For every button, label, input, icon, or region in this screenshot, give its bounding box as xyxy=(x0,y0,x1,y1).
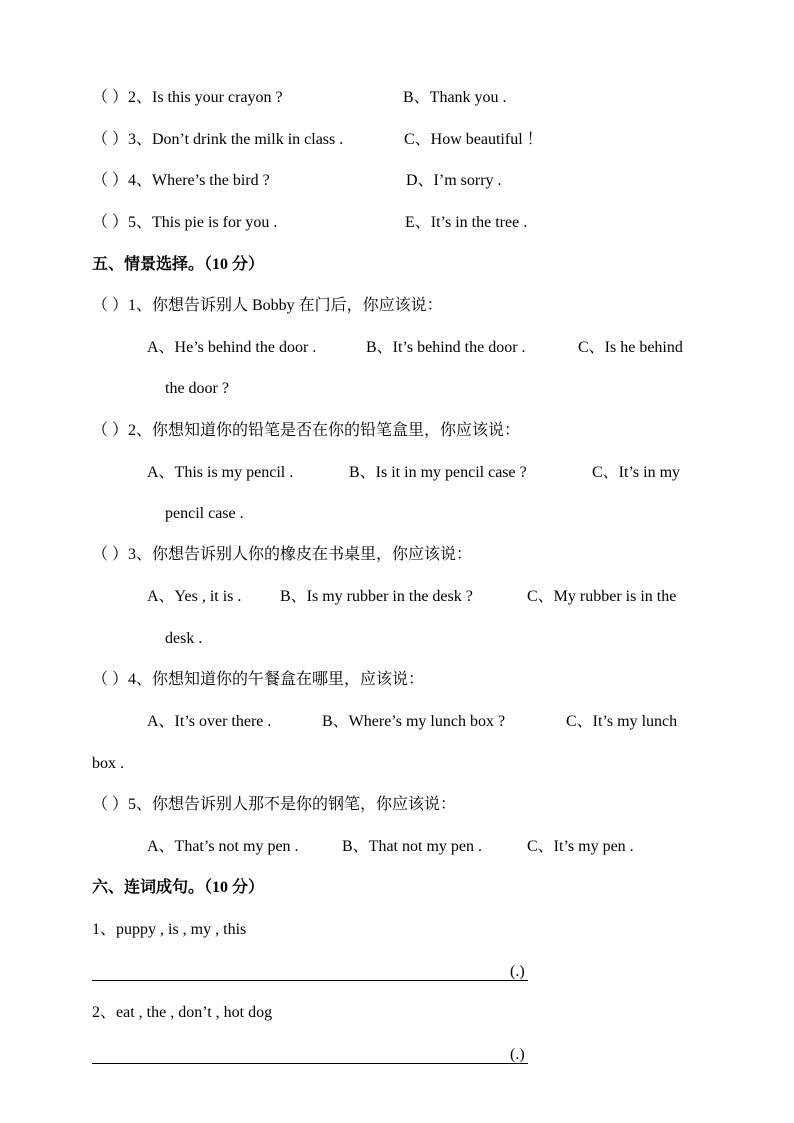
question-stem: （ ）4、你想知道你的午餐盒在哪里，应该说： xyxy=(92,671,425,688)
matching-left-2: （ ）2、Is this your crayon ? xyxy=(92,89,283,106)
matching-left-5: （ ）5、This pie is for you . xyxy=(92,214,278,231)
matching-left-4: （ ）4、Where’s the bird ? xyxy=(92,172,270,189)
option-continuation: desk . xyxy=(165,630,203,647)
matching-right-d: D、I’m sorry . xyxy=(406,172,502,189)
option-c: C、It’s in my xyxy=(592,464,681,481)
option-b: B、It’s behind the door . xyxy=(366,339,526,356)
option-b: B、Is it in my pencil case ? xyxy=(349,464,527,481)
option-continuation: the door ? xyxy=(165,380,229,397)
matching-right-e: E、It’s in the tree . xyxy=(405,214,528,231)
option-c: C、My rubber is in the xyxy=(527,588,677,605)
option-a: A、Yes , it is . xyxy=(147,588,242,605)
matching-right-b: B、Thank you . xyxy=(403,89,507,106)
sentence-words: 2、eat , the , don’t , hot dog xyxy=(92,1004,273,1021)
answer-suffix: (.) xyxy=(510,1046,525,1063)
answer-line[interactable] xyxy=(92,980,528,981)
option-a: A、It’s over there . xyxy=(147,713,272,730)
option-b: B、Is my rubber in the desk ? xyxy=(280,588,473,605)
option-c: C、It’s my pen . xyxy=(527,838,634,855)
option-continuation: box . xyxy=(92,755,124,772)
option-a: A、He’s behind the door . xyxy=(147,339,317,356)
option-a: A、That’s not my pen . xyxy=(147,838,299,855)
question-stem: （ ）3、你想告诉别人你的橡皮在书桌里，你应该说： xyxy=(92,546,473,563)
matching-left-3: （ ）3、Don’t drink the milk in class . xyxy=(92,131,344,148)
option-c: C、It’s my lunch xyxy=(566,713,678,730)
option-b: B、Where’s my lunch box ? xyxy=(322,713,506,730)
question-stem: （ ）5、你想告诉别人那不是你的钢笔，你应该说： xyxy=(92,796,457,813)
sentence-words: 1、puppy , is , my , this xyxy=(92,921,247,938)
answer-suffix: (.) xyxy=(510,963,525,980)
option-b: B、That not my pen . xyxy=(342,838,482,855)
question-stem: （ ）2、你想知道你的铅笔是否在你的铅笔盒里，你应该说： xyxy=(92,422,521,439)
section6-title: 六、连词成句。（10 分） xyxy=(92,879,265,896)
question-stem: （ ）1、你想告诉别人 Bobby 在门后，你应该说： xyxy=(92,297,443,314)
matching-right-c: C、How beautiful ！ xyxy=(404,131,543,148)
option-a: A、This is my pencil . xyxy=(147,464,294,481)
section5-title: 五、情景选择。（10 分） xyxy=(92,256,265,273)
option-continuation: pencil case . xyxy=(165,505,244,522)
option-c: C、Is he behind xyxy=(578,339,683,356)
answer-line[interactable] xyxy=(92,1063,528,1064)
